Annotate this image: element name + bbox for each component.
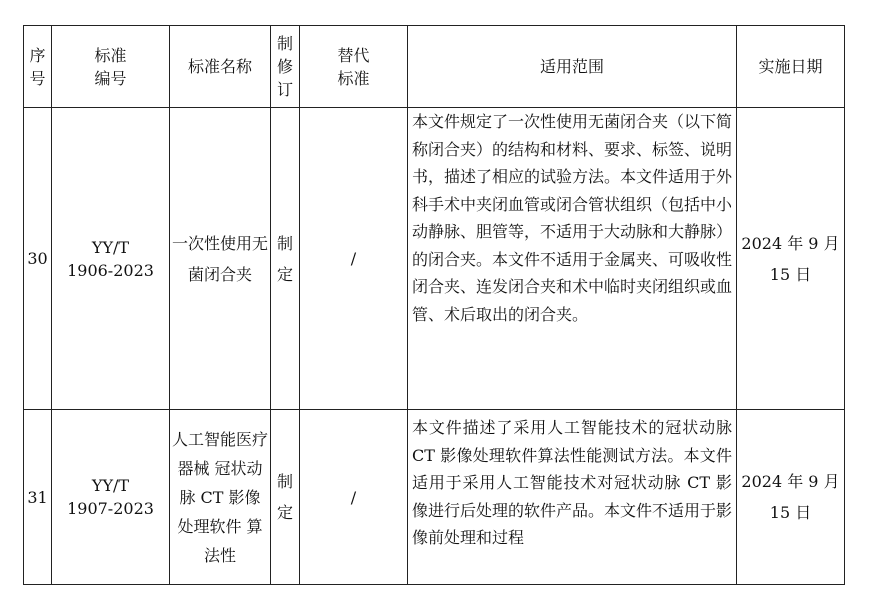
cell-seq: 30 (24, 108, 52, 410)
header-date: 实施日期 (737, 26, 845, 108)
cell-name: 一次性使用无菌闭合夹 (170, 108, 271, 410)
standards-table (23, 25, 845, 585)
cell-seq: 31 (24, 410, 52, 585)
cell-code (52, 108, 170, 410)
header-row (24, 26, 845, 108)
code-line1: YY/T (91, 476, 130, 495)
cell-date: 2024 年 9 月 15 日 (737, 108, 845, 410)
header-code: 标准编号 (52, 26, 170, 108)
cell-code (52, 410, 170, 585)
cell-name: 人工智能医疗器械 冠状动脉 CT 影像处理软件 算法性 (170, 410, 271, 585)
code-line2: 1906-2023 (67, 260, 154, 280)
header-scope: 适用范围 (408, 26, 737, 108)
table-row (24, 410, 845, 585)
cell-rev: 制定 (271, 108, 300, 410)
header-rev: 制修订 (271, 26, 300, 108)
header-seq: 序号 (24, 26, 52, 108)
code-line1: YY/T (91, 237, 130, 257)
header-name: 标准名称 (170, 26, 271, 108)
table-row (24, 108, 845, 410)
cell-rep: / (300, 410, 408, 585)
cell-scope: 本文件规定了一次性使用无菌闭合夹（以下简称闭合夹）的结构和材料、要求、标签、说明书，描述了相应的试验方法。本文件适用于外科手术中夹闭血管或闭合管状组织（包括中小动静脉、胆管等，不适用于大动脉和大静脉）的闭合夹。本文件不适用于金属夹、可吸收性闭合夹、连发闭合夹和术中临时夹闭组织或血管、术后取出的闭合夹。 (408, 108, 737, 410)
cell-date: 2024 年 9 月 15 日 (737, 410, 845, 585)
cell-scope: 本文件描述了采用人工智能技术的冠状动脉 CT 影像处理软件算法性能测试方法。本文件适用于采用人工智能技术对冠状动脉 CT 影像进行后处理的软件产品。本文件不适用于影像前处理和过程 (408, 410, 737, 585)
cell-rev: 制定 (271, 410, 300, 585)
code-line2: 1907-2023 (67, 499, 154, 518)
header-rep: 替代标准 (300, 26, 408, 108)
cell-rep: / (300, 108, 408, 410)
